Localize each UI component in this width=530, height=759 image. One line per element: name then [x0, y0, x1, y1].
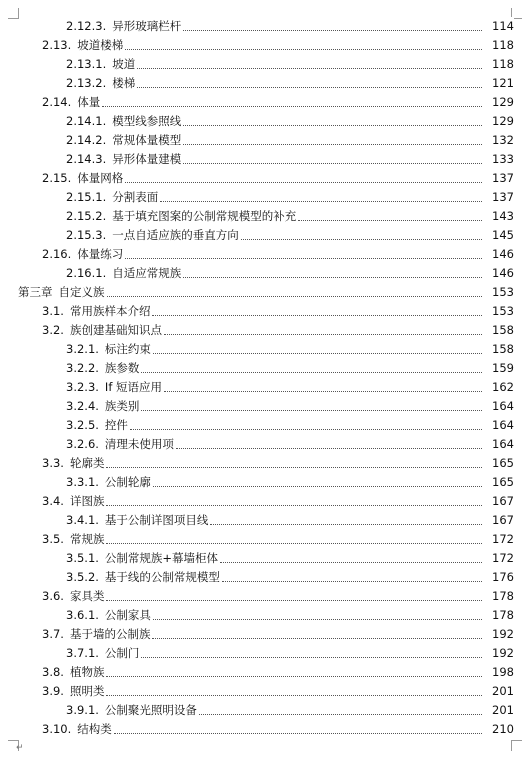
toc-entry[interactable] [0, 701, 530, 720]
toc-entry[interactable] [0, 625, 530, 644]
toc-entry-number: 2.12.3. [66, 19, 107, 33]
toc-entry-page: 192 [486, 625, 514, 644]
toc-entry[interactable] [0, 454, 530, 473]
toc-entry[interactable] [0, 435, 530, 454]
toc-entry-text [66, 188, 530, 207]
toc-entry-number: 3.5. [42, 532, 64, 546]
toc-entry-text [42, 663, 530, 682]
toc-entry-number: 2.13.1. [66, 57, 107, 71]
toc-entry[interactable] [0, 55, 530, 74]
toc-entry-page: 178 [486, 587, 514, 606]
toc-entry-number: 2.16.1. [66, 266, 107, 280]
toc-entry-page: 158 [486, 340, 514, 359]
toc-entry-number: 3.3.1. [66, 475, 99, 489]
toc-entry-number: 3.3. [42, 456, 64, 470]
toc-entry-number: 3.9.1. [66, 703, 99, 717]
toc-dot-leader [106, 542, 482, 544]
toc-entry-title: 自定义族 [58, 285, 105, 299]
toc-entry-text [66, 17, 530, 36]
toc-entry-text [66, 473, 530, 492]
toc-dot-leader [141, 409, 482, 411]
toc-entry-title: 结构类 [77, 722, 112, 736]
toc-entry[interactable] [0, 416, 530, 435]
toc-entry-text [66, 74, 530, 93]
toc-entry-page: 118 [486, 36, 514, 55]
toc-entry-page: 153 [486, 302, 514, 321]
toc-entry-title: 标注约束 [104, 342, 151, 356]
toc-entry-text [42, 321, 530, 340]
toc-dot-leader [210, 523, 482, 525]
toc-entry-number: 3.2.3. [66, 380, 99, 394]
toc-entry-text [66, 435, 530, 454]
toc-dot-leader [183, 143, 482, 145]
toc-entry-title: 基于公制详图项目线 [104, 513, 209, 527]
toc-entry-title: 族创建基础知识点 [69, 323, 162, 337]
toc-entry-title: 常规体量模型 [112, 133, 182, 147]
toc-dot-leader [106, 599, 482, 601]
toc-entry-page: 164 [486, 435, 514, 454]
toc-entry-title: 轮廓类 [69, 456, 105, 470]
toc-entry-page: 129 [486, 93, 514, 112]
toc-entry-number: 3.5.1. [66, 551, 99, 565]
toc-entry-page: 172 [486, 530, 514, 549]
toc-entry-title: 公制常规族+幕墙柜体 [104, 551, 219, 565]
toc-entry-page: 146 [486, 245, 514, 264]
toc-entry-page: 145 [486, 226, 514, 245]
toc-entry-text [42, 302, 530, 321]
toc-entry-number: 第三章 [18, 285, 53, 299]
toc-entry-page: 165 [486, 454, 514, 473]
toc-entry[interactable] [0, 340, 530, 359]
toc-entry-title: 公制门 [104, 646, 140, 660]
toc-entry-text [42, 36, 530, 55]
toc-dot-leader [183, 29, 482, 31]
toc-entry-page: 143 [486, 207, 514, 226]
toc-dot-leader [183, 124, 482, 126]
toc-entry-text [66, 397, 530, 416]
toc-entry-page: 164 [486, 397, 514, 416]
table-of-contents [0, 17, 530, 739]
toc-entry-title: 楼梯 [112, 76, 136, 90]
toc-entry-title: 基于墙的公制族 [69, 627, 151, 641]
toc-entry-text [42, 530, 530, 549]
toc-entry-title: 照明类 [69, 684, 105, 698]
toc-dot-leader [153, 618, 482, 620]
toc-entry-page: 178 [486, 606, 514, 625]
toc-entry[interactable] [0, 606, 530, 625]
toc-entry[interactable] [0, 473, 530, 492]
toc-entry-number: 3.1. [42, 304, 64, 318]
toc-entry-title: If 短语应用 [104, 380, 163, 394]
toc-entry-title: 异形玻璃栏杆 [112, 19, 182, 33]
toc-entry-page: 132 [486, 131, 514, 150]
toc-dot-leader [153, 352, 482, 354]
toc-entry-title: 族参数 [104, 361, 140, 375]
toc-entry-page: 137 [486, 169, 514, 188]
toc-entry[interactable] [0, 321, 530, 340]
toc-entry-number: 3.4.1. [66, 513, 99, 527]
toc-entry-title: 详图族 [69, 494, 105, 508]
toc-entry-number: 2.14. [42, 95, 72, 109]
toc-entry-page: 167 [486, 511, 514, 530]
toc-dot-leader [102, 105, 482, 107]
toc-entry-page: 201 [486, 682, 514, 701]
toc-dot-leader [183, 162, 482, 164]
toc-entry[interactable] [0, 663, 530, 682]
toc-entry[interactable] [0, 549, 530, 568]
toc-entry-text [66, 378, 530, 397]
toc-entry[interactable] [0, 169, 530, 188]
toc-dot-leader [125, 181, 482, 183]
toc-entry-text [42, 454, 530, 473]
toc-entry[interactable] [0, 682, 530, 701]
toc-entry-page: 198 [486, 663, 514, 682]
toc-dot-leader [114, 732, 482, 734]
toc-dot-leader [220, 561, 482, 563]
toc-entry[interactable] [0, 492, 530, 511]
toc-entry-page: 153 [486, 283, 514, 302]
toc-entry-text [42, 245, 530, 264]
toc-dot-leader [241, 238, 482, 240]
toc-entry[interactable] [0, 36, 530, 55]
toc-entry-text [66, 112, 530, 131]
toc-entry-title: 家具类 [69, 589, 105, 603]
toc-entry-number: 3.7.1. [66, 646, 99, 660]
toc-dot-leader [125, 257, 482, 259]
toc-entry-text [66, 55, 530, 74]
toc-entry-title: 清理未使用项 [104, 437, 174, 451]
toc-entry-number: 3.2.1. [66, 342, 99, 356]
toc-entry-title: 分割表面 [112, 190, 159, 204]
toc-dot-leader [106, 504, 482, 506]
toc-dot-leader [141, 656, 482, 658]
toc-entry-text [66, 359, 530, 378]
toc-entry[interactable] [0, 17, 530, 36]
toc-entry-title: 公制家具 [104, 608, 151, 622]
toc-entry-number: 2.15.3. [66, 228, 107, 242]
toc-entry-number: 2.14.2. [66, 133, 107, 147]
toc-entry-page: 137 [486, 188, 514, 207]
toc-entry-text [66, 511, 530, 530]
toc-entry-page: 176 [486, 568, 514, 587]
toc-entry-text [66, 549, 530, 568]
toc-entry-number: 3.2.6. [66, 437, 99, 451]
toc-entry-number: 2.15.2. [66, 209, 107, 223]
toc-entry-number: 3.2. [42, 323, 64, 337]
toc-dot-leader [164, 390, 482, 392]
toc-dot-leader [137, 67, 482, 69]
toc-entry-title: 异形体量建模 [112, 152, 182, 166]
toc-entry[interactable] [0, 302, 530, 321]
paragraph-mark: ↵ [16, 743, 24, 753]
toc-dot-leader [152, 637, 482, 639]
toc-entry-text [66, 644, 530, 663]
toc-entry[interactable] [0, 530, 530, 549]
toc-entry[interactable] [0, 245, 530, 264]
toc-entry-page: 210 [486, 720, 514, 739]
toc-dot-leader [137, 86, 482, 88]
toc-entry-number: 3.7. [42, 627, 64, 641]
toc-entry-number: 3.2.2. [66, 361, 99, 375]
toc-entry-title: 公制轮廓 [104, 475, 151, 489]
toc-entry-number: 3.9. [42, 684, 64, 698]
toc-entry-title: 常用族样本介绍 [69, 304, 151, 318]
toc-entry-title: 公制聚光照明设备 [104, 703, 197, 717]
toc-entry-number: 3.10. [42, 722, 72, 736]
toc-dot-leader [222, 580, 482, 582]
toc-entry-page: 164 [486, 416, 514, 435]
toc-entry-text [66, 416, 530, 435]
toc-entry-number: 3.4. [42, 494, 64, 508]
toc-entry-page: 146 [486, 264, 514, 283]
toc-entry[interactable] [0, 359, 530, 378]
toc-dot-leader [199, 713, 482, 715]
toc-dot-leader [106, 466, 482, 468]
toc-entry-text [42, 587, 530, 606]
corner-mark-bottom-right [511, 740, 522, 751]
toc-entry-title: 族类别 [104, 399, 140, 413]
toc-entry-text [42, 93, 530, 112]
toc-entry-page: 162 [486, 378, 514, 397]
toc-entry-text [66, 131, 530, 150]
toc-entry-number: 3.6.1. [66, 608, 99, 622]
toc-dot-leader [106, 694, 482, 696]
toc-entry-number: 3.5.2. [66, 570, 99, 584]
toc-entry-title: 基于线的公制常规模型 [104, 570, 220, 584]
toc-entry-number: 3.8. [42, 665, 64, 679]
toc-entry-text [42, 720, 530, 739]
toc-entry[interactable] [0, 378, 530, 397]
toc-entry-title: 控件 [104, 418, 128, 432]
toc-entry-text [66, 150, 530, 169]
toc-entry-title: 模型线参照线 [112, 114, 182, 128]
toc-entry[interactable] [0, 283, 530, 302]
toc-entry[interactable] [0, 720, 530, 739]
toc-entry-text [66, 264, 530, 283]
toc-entry-text [66, 207, 530, 226]
toc-entry[interactable] [0, 131, 530, 150]
toc-entry-title: 体量 [77, 95, 101, 109]
toc-dot-leader [164, 333, 482, 335]
toc-entry[interactable] [0, 644, 530, 663]
toc-entry-number: 2.15. [42, 171, 72, 185]
toc-entry-text [42, 682, 530, 701]
toc-entry-text [42, 625, 530, 644]
toc-entry-title: 体量练习 [77, 247, 124, 261]
toc-entry[interactable] [0, 150, 530, 169]
toc-entry[interactable] [0, 188, 530, 207]
toc-dot-leader [153, 485, 482, 487]
toc-entry[interactable] [0, 93, 530, 112]
toc-entry-title: 一点自适应族的垂直方向 [112, 228, 239, 242]
toc-entry-text [18, 283, 530, 302]
toc-entry[interactable] [0, 587, 530, 606]
toc-entry-title: 坡道楼梯 [77, 38, 124, 52]
toc-entry-page: 114 [486, 17, 514, 36]
toc-entry[interactable] [0, 511, 530, 530]
toc-entry-number: 2.13. [42, 38, 72, 52]
toc-entry-title: 体量网格 [77, 171, 124, 185]
toc-entry-page: 118 [486, 55, 514, 74]
toc-entry-title: 坡道 [112, 57, 136, 71]
toc-dot-leader [152, 314, 482, 316]
toc-entry-title: 常规族 [69, 532, 105, 546]
toc-dot-leader [298, 219, 482, 221]
toc-entry-number: 3.2.5. [66, 418, 99, 432]
toc-entry-page: 192 [486, 644, 514, 663]
toc-entry-number: 2.13.2. [66, 76, 107, 90]
toc-entry-number: 2.15.1. [66, 190, 107, 204]
toc-entry-text [42, 492, 530, 511]
toc-entry-page: 172 [486, 549, 514, 568]
toc-entry-page: 129 [486, 112, 514, 131]
toc-entry-text [66, 340, 530, 359]
toc-dot-leader [106, 675, 482, 677]
toc-entry-page: 201 [486, 701, 514, 720]
toc-entry-text [66, 701, 530, 720]
toc-entry-number: 2.16. [42, 247, 72, 261]
toc-entry-page: 121 [486, 74, 514, 93]
toc-entry[interactable] [0, 264, 530, 283]
toc-entry-page: 159 [486, 359, 514, 378]
toc-entry[interactable] [0, 207, 530, 226]
toc-entry[interactable] [0, 397, 530, 416]
toc-dot-leader [125, 48, 482, 50]
toc-entry-text [42, 169, 530, 188]
toc-dot-leader [176, 447, 482, 449]
toc-entry[interactable] [0, 568, 530, 587]
toc-entry[interactable] [0, 112, 530, 131]
toc-entry-page: 158 [486, 321, 514, 340]
toc-entry-page: 167 [486, 492, 514, 511]
toc-dot-leader [160, 200, 482, 202]
toc-entry-number: 2.14.3. [66, 152, 107, 166]
toc-entry-text [66, 226, 530, 245]
toc-entry-text [66, 568, 530, 587]
toc-entry-page: 133 [486, 150, 514, 169]
toc-entry-title: 基于填充图案的公制常规模型的补充 [112, 209, 297, 223]
toc-entry-text [66, 606, 530, 625]
toc-dot-leader [130, 428, 482, 430]
toc-entry-title: 植物族 [69, 665, 105, 679]
toc-entry-number: 3.2.4. [66, 399, 99, 413]
toc-entry[interactable] [0, 226, 530, 245]
toc-entry-page: 165 [486, 473, 514, 492]
toc-dot-leader [183, 276, 482, 278]
toc-entry-number: 3.6. [42, 589, 64, 603]
toc-entry[interactable] [0, 74, 530, 93]
toc-dot-leader [107, 295, 483, 297]
toc-dot-leader [141, 371, 482, 373]
toc-entry-number: 2.14.1. [66, 114, 107, 128]
toc-entry-title: 自适应常规族 [112, 266, 182, 280]
